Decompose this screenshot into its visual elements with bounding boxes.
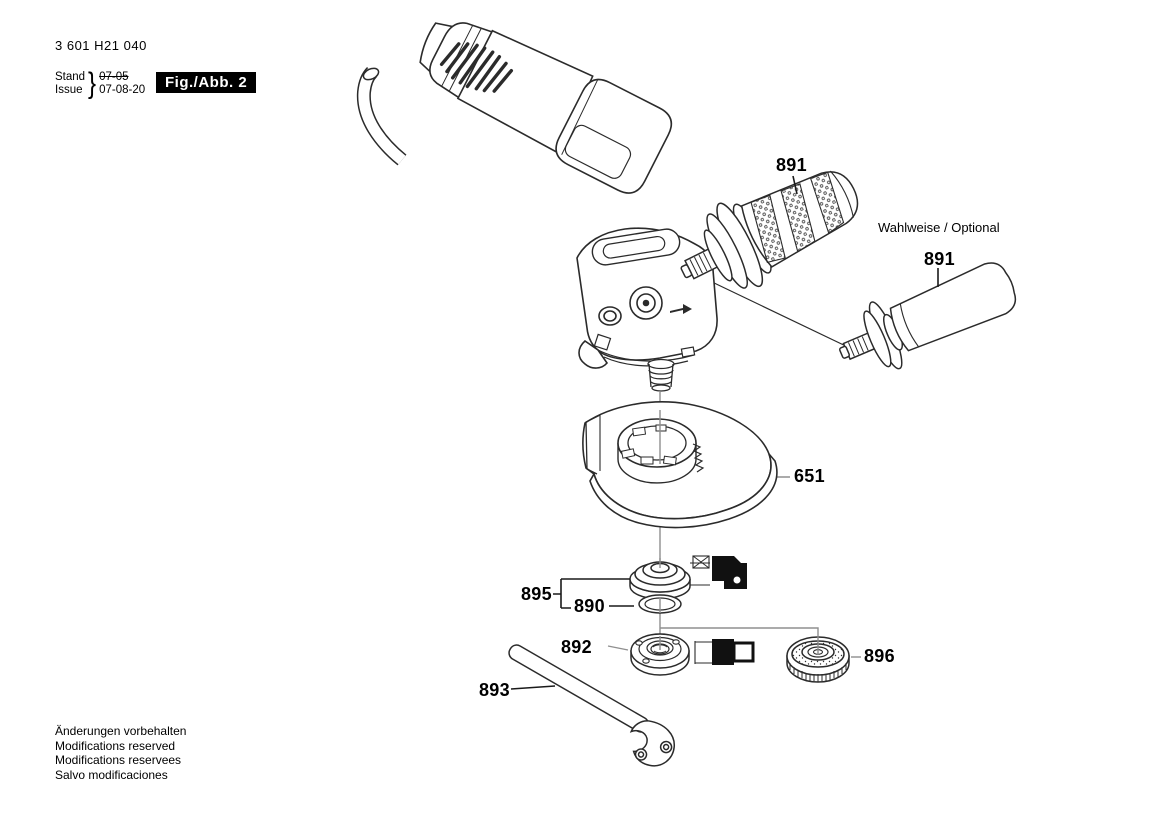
motor-housing bbox=[405, 0, 677, 199]
gear-head bbox=[577, 227, 717, 391]
footer-disclaimer bbox=[55, 724, 186, 782]
superseded-date: 07-05 bbox=[99, 71, 129, 83]
footer-line-en: Modifications reserved bbox=[55, 738, 176, 753]
figure-label: Fig./Abb. 2 bbox=[156, 72, 256, 93]
callout-892-clamping-nut: 892 bbox=[561, 637, 592, 657]
power-cord bbox=[362, 66, 402, 160]
part-number: 3 601 H21 040 bbox=[55, 38, 147, 53]
callout-893-pin-wrench: 893 bbox=[479, 680, 510, 700]
callout-896-quick-nut: 896 bbox=[864, 646, 895, 666]
footer-line-de: Änderungen vorbehalten bbox=[55, 724, 187, 738]
spindle bbox=[648, 360, 674, 392]
callout-651-wheel-guard: 651 bbox=[794, 466, 825, 486]
pin-hole bbox=[673, 640, 679, 644]
revision-block bbox=[55, 67, 146, 100]
callout-891-antivibration-handle: 891 bbox=[776, 155, 807, 175]
footer-line-es: Salvo modificaciones bbox=[55, 767, 168, 782]
flange-section-icon bbox=[690, 556, 747, 589]
stand-label: Stand bbox=[55, 71, 86, 83]
pin-hole bbox=[636, 641, 642, 645]
footer-line-fr: Modifications reservees bbox=[55, 753, 182, 768]
callout-890-o-ring: 890 bbox=[574, 596, 605, 616]
optional-note: Wahlweise / Optional bbox=[878, 220, 1000, 235]
side-handle-socket bbox=[599, 307, 621, 325]
handle-body bbox=[886, 257, 1022, 356]
spindle-lock-button bbox=[630, 287, 662, 319]
pin-hole bbox=[643, 659, 649, 663]
issue-label: Issue bbox=[55, 84, 83, 96]
revision-brace: } bbox=[88, 67, 97, 100]
callout-895-flange-set: 895 bbox=[521, 584, 552, 604]
nut-section-icon bbox=[695, 639, 753, 665]
callout-891-optional-handle: 891 bbox=[924, 249, 955, 269]
current-date: 07-08-20 bbox=[99, 84, 146, 96]
wheel-guard bbox=[583, 402, 777, 528]
